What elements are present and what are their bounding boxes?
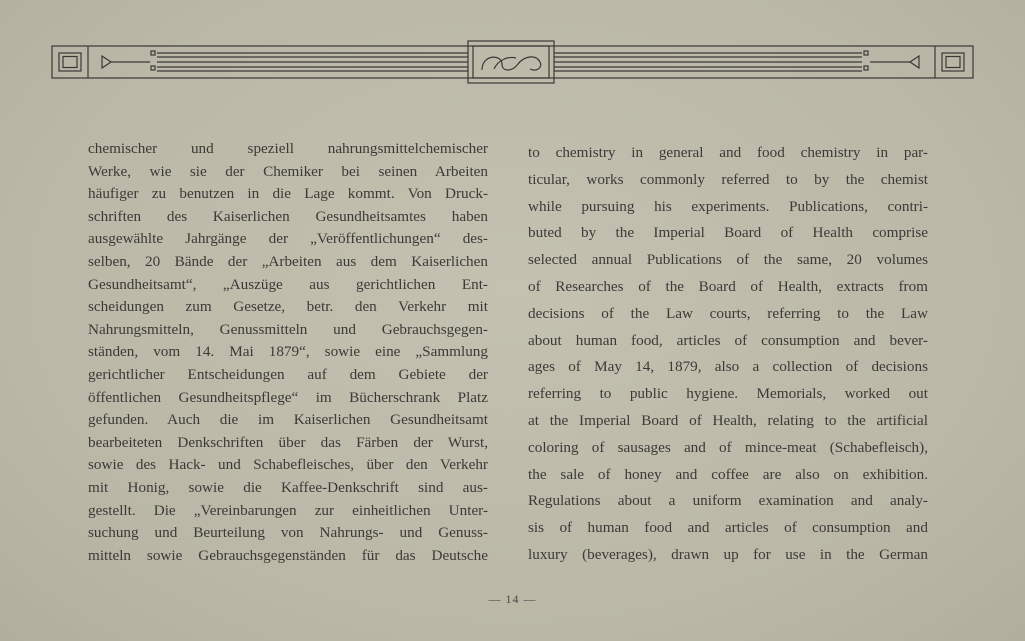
text-line: at the Imperial Board of Health, relating to the artificial bbox=[528, 411, 928, 429]
text-line: gerichtlicher Entscheidungen auf dem Gebiete der bbox=[88, 365, 488, 383]
text-line: Werke, wie sie der Chemiker bei seinen Arbeiten bbox=[88, 162, 488, 180]
text-line: the sale of honey and coffee are also on exhibition. bbox=[528, 465, 928, 483]
text-line: schriften des Kaiserlichen Gesundheitsamtes haben bbox=[88, 207, 488, 225]
text-line: Nahrungsmitteln, Genussmitteln und Gebrauchsgegen- bbox=[88, 320, 488, 338]
page-number: — 14 — bbox=[488, 592, 537, 606]
text-line: gefunden. Auch die im Kaiserlichen Gesundheitsamt bbox=[88, 411, 488, 429]
text-line: mitteln sowie Gebrauchsgegenständen für das Deutsche bbox=[88, 546, 488, 564]
text-line: scheidungen zum Gesetze, betr. den Verkehr mit bbox=[88, 298, 488, 316]
text-line: coloring of sausages and of mince-meat (Schabefleisch), bbox=[528, 438, 928, 456]
text-line: ticular, works commonly referred to by the chemist bbox=[528, 170, 928, 188]
text-line: referring to public hygiene. Memorials, worked out bbox=[528, 385, 928, 403]
text-line: decisions of the Law courts, referring to the Law bbox=[528, 304, 928, 322]
text-line: Regulations about a uniform examination and analy- bbox=[528, 492, 928, 510]
english-text-column bbox=[528, 140, 928, 569]
decorative-header-ornament bbox=[50, 40, 975, 85]
text-line: buted by the Imperial Board of Health comprise bbox=[528, 224, 928, 242]
german-text-column bbox=[88, 138, 488, 567]
text-line: öffentlichen Gesundheitspflege“ im Bücherschrank Platz bbox=[88, 388, 488, 406]
text-line: mit Honig, sowie die Kaffee-Denkschrift sind aus- bbox=[88, 478, 488, 496]
text-line: sis of human food and articles of consumption and bbox=[528, 519, 928, 537]
text-line: gestellt. Die „Vereinbarungen zur einheitlichen Unter- bbox=[88, 501, 488, 519]
text-line: chemischer und speziell nahrungsmittelchemischer bbox=[88, 140, 488, 157]
text-line: selben, 20 Bände der „Arbeiten aus dem Kaiserlichen bbox=[88, 252, 488, 270]
text-line: luxury (beverages), drawn up for use in the German bbox=[528, 545, 928, 563]
text-line: bearbeiteten Denkschriften über das Färben der Wurst, bbox=[88, 433, 488, 451]
text-line: ages of May 14, 1879, also a collection of decisions bbox=[528, 358, 928, 376]
text-line: Gesundheitsamt“, „Auszüge aus gerichtlichen Ent- bbox=[88, 275, 488, 293]
text-line: häufiger zu benutzen in die Lage kommt. Von Druck- bbox=[88, 185, 488, 203]
text-line: while pursuing his experiments. Publications, contri- bbox=[528, 197, 928, 215]
text-line: suchung und Beurteilung von Nahrungs- und Genuss- bbox=[88, 524, 488, 542]
text-line: about human food, articles of consumption and bever- bbox=[528, 331, 928, 349]
text-line: ständen, vom 14. Mai 1879“, sowie eine „Sammlung bbox=[88, 343, 488, 361]
text-line: sowie des Hack- und Schabefleisches, über den Verkehr bbox=[88, 456, 488, 474]
text-line: selected annual Publications of the same, 20 volumes bbox=[528, 251, 928, 269]
text-line: to chemistry in general and food chemistry in par- bbox=[528, 144, 928, 161]
text-line: ausgewählte Jahrgänge der „Veröffentlichungen“ des- bbox=[88, 230, 488, 248]
text-line: of Researches of the Board of Health, extracts from bbox=[528, 277, 928, 295]
